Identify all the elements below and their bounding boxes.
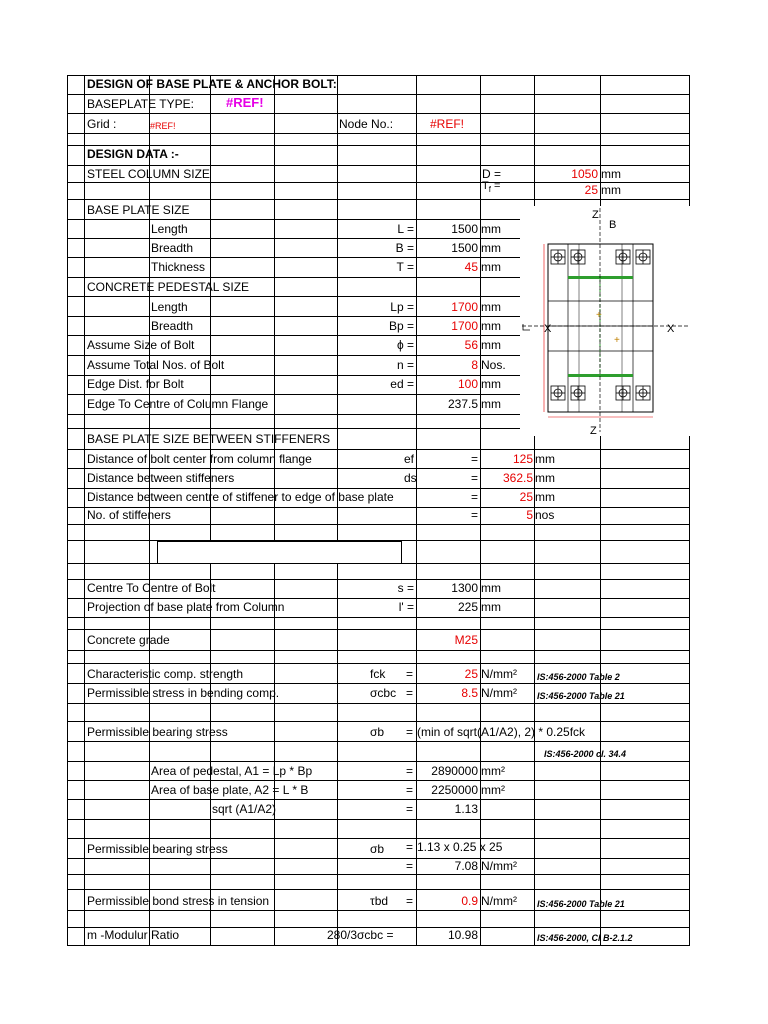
grid-line bbox=[67, 858, 690, 859]
centre-row-value: 1300 bbox=[451, 581, 478, 595]
node-label: Node No.: bbox=[339, 117, 394, 131]
area-row-label: Area of pedestal, A1 = Lp * Bp bbox=[151, 764, 313, 778]
bolt-row-value: 237.5 bbox=[447, 397, 478, 411]
grid-line bbox=[67, 165, 690, 166]
pedestal-row-symbol: Bp = bbox=[388, 319, 414, 333]
bolt-row-unit: mm bbox=[481, 397, 501, 411]
centre-row-unit: mm bbox=[481, 581, 501, 595]
area-row-unit: mm² bbox=[481, 764, 505, 778]
stiffener-row-value: 125 bbox=[512, 452, 533, 466]
grid-line bbox=[67, 945, 690, 946]
z-top-label: Z bbox=[592, 209, 599, 221]
base-plate-row-value: 1500 bbox=[451, 241, 478, 255]
centre-row-label: Projection of base plate from Column bbox=[87, 600, 285, 614]
bearing-symbol: σb bbox=[370, 725, 385, 739]
area-row-eq: = bbox=[406, 783, 414, 797]
area-row-unit: mm² bbox=[481, 783, 505, 797]
strength-row-ref: IS:456-2000 Table 2 bbox=[537, 672, 620, 682]
base-plate-heading: BASE PLATE SIZE bbox=[87, 203, 190, 217]
column-d-label: D = bbox=[482, 167, 502, 181]
grid-line bbox=[67, 113, 690, 114]
modular-symbol: 280/3σcbc = bbox=[327, 928, 394, 942]
area-row-value: 2250000 bbox=[431, 783, 478, 797]
area-row-label: sqrt (A1/A2) bbox=[212, 802, 277, 816]
bearing-eq: = bbox=[406, 725, 414, 739]
stiffener-row-unit: mm bbox=[535, 490, 555, 504]
base-plate-row-symbol: L = bbox=[397, 222, 414, 236]
stiffener-row-unit: mm bbox=[535, 471, 555, 485]
area-row-value: 1.13 bbox=[454, 802, 478, 816]
strength-row-unit: N/mm² bbox=[481, 686, 517, 700]
base-plate-row-value: 1500 bbox=[451, 222, 478, 236]
bearing2-eq2: = bbox=[406, 859, 414, 873]
stiffener-row-label: Distance of bolt center from column flange bbox=[87, 452, 312, 466]
bond-ref: IS:456-2000 Table 21 bbox=[537, 899, 625, 909]
strength-row-value: 25 bbox=[464, 667, 478, 681]
grid-line bbox=[67, 889, 690, 890]
concrete-grade-value: M25 bbox=[454, 633, 478, 647]
grid-line bbox=[67, 874, 690, 875]
base-plate-row-value: 45 bbox=[464, 260, 478, 274]
grid-line bbox=[67, 629, 690, 630]
strength-row-ref: IS:456-2000 Table 21 bbox=[537, 691, 625, 701]
bolt-row-label: Edge Dist. for Bolt bbox=[87, 377, 184, 391]
column-d-value: 1050 bbox=[571, 167, 598, 181]
area-row-eq: = bbox=[406, 802, 414, 816]
grid-line bbox=[67, 650, 690, 651]
grid-line bbox=[67, 449, 690, 450]
grid-line bbox=[67, 94, 690, 95]
bearing2-eq: = bbox=[406, 840, 414, 854]
bolt-row-label: Assume Size of Bolt bbox=[87, 338, 195, 352]
b-label: B bbox=[609, 219, 617, 231]
column-tf-value: 25 bbox=[584, 183, 598, 197]
bearing2-symbol: σb bbox=[370, 842, 385, 856]
blank-input-box bbox=[157, 541, 402, 564]
grid-line bbox=[67, 617, 690, 618]
node-value: #REF! bbox=[430, 117, 465, 131]
bolt-row-value: 100 bbox=[457, 377, 478, 391]
column-tf-unit: mm bbox=[601, 183, 621, 197]
bolt-row-value: 56 bbox=[464, 338, 478, 352]
grid-line bbox=[67, 703, 690, 704]
base-plate-row-symbol: T = bbox=[396, 260, 414, 274]
strength-row-label: Permissible stress in bending comp. bbox=[87, 686, 280, 700]
grid-line bbox=[67, 819, 690, 820]
pedestal-row-label: Breadth bbox=[151, 319, 194, 333]
area-row-value: 2890000 bbox=[431, 764, 478, 778]
modular-value: 10.98 bbox=[447, 928, 478, 942]
pedestal-row-unit: mm bbox=[481, 319, 501, 333]
bearing2-label: Permissible bearing stress bbox=[87, 842, 228, 856]
top-flange bbox=[568, 276, 633, 279]
base-plate-row-label: Thickness bbox=[151, 260, 206, 274]
stiffener-row-value: 362.5 bbox=[502, 471, 533, 485]
grid-line bbox=[67, 468, 690, 469]
bolt-row-unit: mm bbox=[481, 377, 501, 391]
bond-unit: N/mm² bbox=[481, 894, 517, 908]
stiffener-row-label: Distance between centre of stiffener to edge of base plate bbox=[87, 490, 394, 504]
stiffener-row-label: No. of stiffeners bbox=[87, 508, 171, 522]
strength-row-eq: = bbox=[406, 686, 414, 700]
bond-eq: = bbox=[406, 894, 414, 908]
modular-label: m -Modulur Ratio bbox=[87, 928, 180, 942]
bond-symbol: τbd bbox=[370, 894, 389, 908]
base-plate-row-label: Breadth bbox=[151, 241, 194, 255]
grid-line bbox=[67, 145, 690, 146]
grid-line bbox=[67, 799, 690, 800]
bolt-row-unit: Nos. bbox=[481, 358, 506, 372]
grid-line bbox=[67, 524, 690, 525]
strength-row-value: 8.5 bbox=[461, 686, 478, 700]
pedestal-row-value: 1700 bbox=[451, 319, 478, 333]
centre-row-symbol: s = bbox=[397, 581, 414, 595]
stiffener-row-eq: = bbox=[470, 490, 478, 504]
grid-line bbox=[67, 488, 690, 489]
bearing2-formula: 1.13 x 0.25 x 25 bbox=[417, 840, 503, 854]
sheet-title: DESIGN OF BASE PLATE & ANCHOR BOLT: bbox=[87, 77, 337, 91]
baseplate-type-value: #REF! bbox=[226, 95, 264, 110]
strength-row-symbol: fck bbox=[370, 667, 386, 681]
stiffener-row-eq: = bbox=[470, 508, 478, 522]
column-tf-label: $T_f$ = bbox=[482, 180, 501, 195]
baseplate-type-label: BASEPLATE TYPE: bbox=[87, 97, 194, 111]
pedestal-row-label: Length bbox=[151, 300, 188, 314]
grid-line bbox=[67, 761, 690, 762]
grid-line bbox=[67, 721, 690, 722]
bearing2-value: 7.08 bbox=[454, 859, 478, 873]
strength-row-label: Characteristic comp. strength bbox=[87, 667, 244, 681]
bearing-label: Permissible bearing stress bbox=[87, 725, 228, 739]
pedestal-row-value: 1700 bbox=[451, 300, 478, 314]
stiffener-heading: BASE PLATE SIZE BETWEEN STIFFENERS bbox=[87, 432, 331, 446]
stiffener-row-unit: mm bbox=[535, 452, 555, 466]
concrete-grade-label: Concrete grade bbox=[87, 633, 170, 647]
base-plate-row-label: Length bbox=[151, 222, 188, 236]
design-data-heading: DESIGN DATA :- bbox=[87, 147, 179, 161]
bolt-row-label: Assume Total Nos. of Bolt bbox=[87, 358, 225, 372]
stiffener-row-symbol: ef bbox=[404, 452, 415, 466]
grid-line bbox=[67, 75, 690, 76]
stiffener-row-unit: nos bbox=[535, 508, 555, 522]
grid-value: #REF! bbox=[150, 121, 176, 131]
pedestal-row-symbol: Lp = bbox=[390, 300, 414, 314]
grid-line bbox=[67, 741, 690, 742]
grid-line bbox=[67, 75, 68, 945]
grid-line bbox=[337, 75, 338, 945]
grid-line bbox=[67, 598, 690, 599]
x-left-label: X bbox=[544, 323, 552, 335]
grid-line bbox=[67, 663, 690, 664]
bearing-ref: IS:456-2000 cl. 34.4 bbox=[544, 749, 627, 759]
area-row-label: Area of base plate, A2 = L * B bbox=[151, 783, 309, 797]
steel-column-label: STEEL COLUMN SIZE bbox=[87, 167, 210, 181]
base-plate-row-unit: mm bbox=[481, 241, 501, 255]
bond-label: Permissible bond stress in tension bbox=[87, 894, 270, 908]
centre-row-symbol: l' = bbox=[398, 600, 414, 614]
bottom-flange bbox=[568, 374, 633, 377]
area-row-eq: = bbox=[406, 764, 414, 778]
grid-label: Grid : bbox=[87, 117, 117, 131]
centre-row-value: 225 bbox=[457, 600, 478, 614]
stiffener-row-eq: = bbox=[470, 471, 478, 485]
centre-row-unit: mm bbox=[481, 600, 501, 614]
stiffener-row-label: Distance between stiffeners bbox=[87, 471, 235, 485]
bond-value: 0.9 bbox=[461, 894, 478, 908]
centre-row-label: Centre To Centre of Bolt bbox=[87, 581, 216, 595]
bolt-row-symbol: ϕ = bbox=[396, 338, 414, 352]
base-plate-row-unit: mm bbox=[481, 222, 501, 236]
bearing-formula: (min of sqrt(A1/A2), 2) * 0.25fck bbox=[417, 725, 586, 739]
bolt-row-unit: mm bbox=[481, 338, 501, 352]
stiffener-row-value: 5 bbox=[526, 508, 533, 522]
x-right-label: X bbox=[667, 323, 675, 335]
grid-line bbox=[67, 780, 690, 781]
pedestal-row-unit: mm bbox=[481, 300, 501, 314]
grid-line bbox=[210, 75, 211, 945]
grid-line bbox=[67, 199, 690, 200]
z-bottom-label: Z bbox=[590, 425, 597, 436]
base-plate-plan-diagram bbox=[520, 206, 690, 436]
bearing2-unit: N/mm² bbox=[481, 859, 517, 873]
base-plate-row-unit: mm bbox=[481, 260, 501, 274]
grid-line bbox=[67, 133, 690, 134]
base-plate-row-symbol: B = bbox=[395, 241, 414, 255]
strength-row-symbol: σcbc bbox=[370, 686, 397, 700]
bolt-row-symbol: n = bbox=[396, 358, 414, 372]
grid-line bbox=[84, 75, 85, 945]
bolt-row-label: Edge To Centre of Column Flange bbox=[87, 397, 269, 411]
grid-line bbox=[67, 579, 690, 580]
svg-text:+: + bbox=[614, 335, 620, 346]
modular-ref: IS:456-2000, Cl B-2.1.2 bbox=[537, 933, 633, 943]
pedestal-heading: CONCRETE PEDESTAL SIZE bbox=[87, 280, 250, 294]
column-d-unit: mm bbox=[601, 167, 621, 181]
bolt-row-symbol: ed = bbox=[390, 377, 414, 391]
stiffener-row-symbol: ds bbox=[404, 471, 417, 485]
stiffener-row-eq: = bbox=[470, 452, 478, 466]
svg-text:+: + bbox=[596, 310, 602, 321]
grid-line bbox=[67, 838, 690, 839]
strength-row-unit: N/mm² bbox=[481, 667, 517, 681]
bolt-row-value: 8 bbox=[471, 358, 478, 372]
stiffener-row-value: 25 bbox=[519, 490, 533, 504]
strength-row-eq: = bbox=[406, 667, 414, 681]
